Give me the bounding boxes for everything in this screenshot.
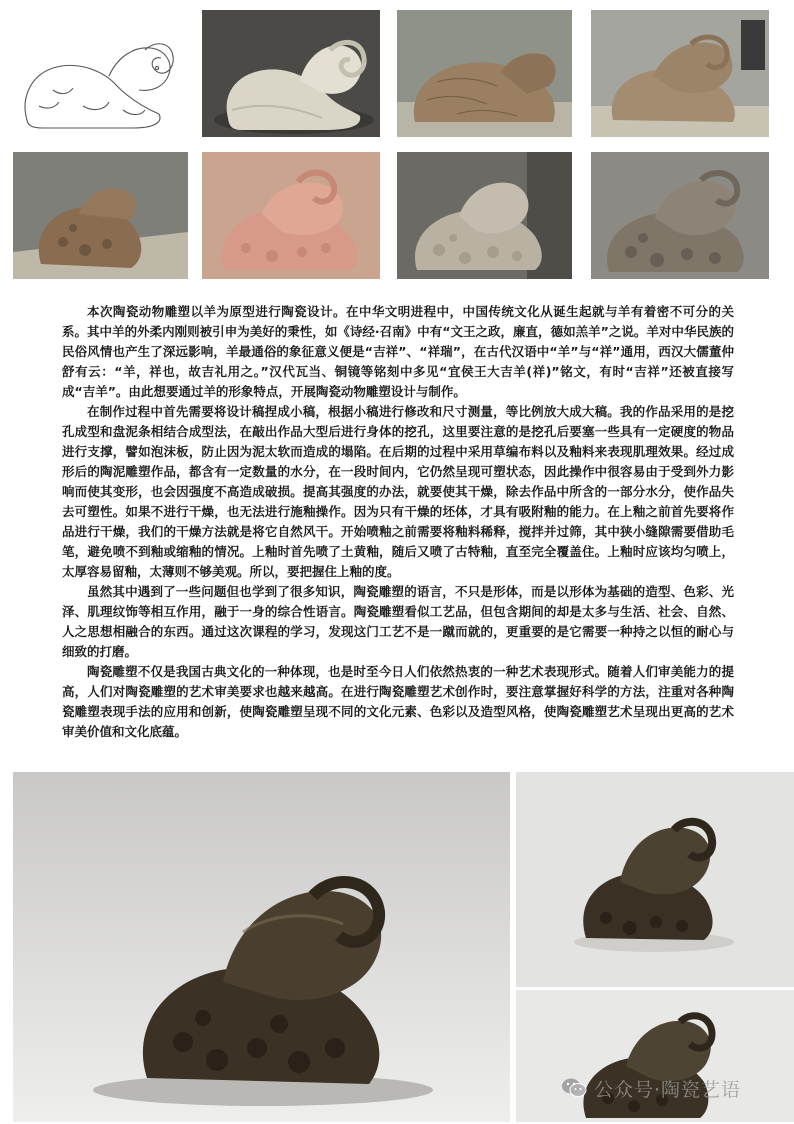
- paragraph-intro: 本次陶瓷动物雕塑以羊为原型进行陶瓷设计。在中华文明进程中，中国传统文化从诞生起就与羊有着密不可分的关系。其中羊的外柔内刚则被引申为美好的秉性，如《诗经·召南》中有“文王之政，廉直，德如羔羊”之说。羊对中华民族的民俗风情也产生了深远影响，羊最通俗的象征意义便是“吉祥”、“祥瑞”，在古代汉语中“羊”与“祥”通用，西汉大儒董仲舒有云：“羊，祥也，故吉礼用之。”汉代瓦当、铜镜等铭刻中多见“宜侯王大吉羊(祥)”铭文，有时“吉祥”还被直接写成“吉羊”。由此想要通过羊的形象特点，开展陶瓷动物雕塑设计与制作。: [62, 304, 734, 399]
- dried-clay-ram-image: [397, 152, 572, 279]
- sketch-drawing-image: [13, 10, 188, 137]
- pink-clay-ram-image: [202, 152, 380, 279]
- final-glazed-ram-main-image: [13, 772, 510, 1122]
- white-jade-ram-image: [202, 10, 380, 137]
- wechat-watermark: [560, 1074, 741, 1102]
- clay-draft-image-1: [397, 10, 572, 137]
- article-body: [62, 302, 734, 742]
- clay-body-carving-image: [13, 152, 188, 279]
- paragraph-process: 在制作过程中首先需要将设计稿捏成小稿，根据小稿进行修改和尺寸测量，等比例放大成大稿。我的作品采用的是挖孔成型和盘泥条相结合成型法，在敲出作品大型后进行身体的挖孔，这里要注意的是挖孔后要塞一些具有一定硬度的物品进行支撑，譬如泡沫板，防止因为泥太软而造成的塌陷。在后期的过程中采用草编布料以及釉料来表现肌理效果。经过成形后的陶泥雕塑作品，都含有一定数量的水分，在一段时间内，它仍然呈现可塑状态，因此操作中很容易由于受到外力影响而使其变形，也会因强度不高造成破损。提高其强度的办法，就要使其干燥，除去作品中所含的一部分水分，使作品失去可塑性。如果不进行干燥，也无法进行施釉操作。因为只有干燥的坯体，才具有吸附釉的能力。在上釉之前首先要将作品进行干燥，我们的干燥方法就是将它自然风干。开始喷釉之前需要将釉料稀释，搅拌并过筛，其中狭小缝隙需要借助毛笔，避免喷不到釉或缩釉的情况。上釉时首先喷了土黄釉，随后又喷了古特釉，直至完全覆盖住。上釉时应该均匀喷上，太厚容易留釉，太薄则不够美观。所以，要把握住上釉的度。: [62, 404, 734, 579]
- textured-clay-ram-image: [591, 152, 769, 279]
- watermark-text: 公众号·陶瓷艺语: [594, 1078, 742, 1101]
- final-glazed-ram-side-image-2: [516, 990, 794, 1122]
- paragraph-conclusion: 陶瓷雕塑不仅是我国古典文化的一种体现，也是时至今日人们依然热衷的一种艺术表现形式。随着人们审美能力的提高，人们对陶瓷雕塑的艺术审美要求也越来越高。在进行陶瓷雕塑艺术创作时，要注意掌握好科学的方法，注重对各种陶瓷雕塑表现手法的应用和创新，使陶瓷雕塑呈现不同的文化元素、色彩以及造型风格，使陶瓷雕塑艺术呈现出更高的艺术审美价值和文化底蕴。: [62, 664, 734, 739]
- wechat-icon: [560, 1076, 588, 1100]
- final-glazed-ram-side-image-1: [516, 772, 794, 987]
- clay-draft-image-2: [591, 10, 769, 137]
- paragraph-reflection: 虽然其中遇到了一些问题但也学到了很多知识，陶瓷雕塑的语言，不只是形体，而是以形体为基础的造型、色彩、光泽、肌理纹饰等相互作用，融于一身的综合性语言。陶瓷雕塑看似工艺品，但包含期间的却是太多与生活、社会、自然、人之思想相融合的东西。通过这次课程的学习，发现这门工艺不是一蹴而就的，更重要的是它需要一种持之以恒的耐心与细致的打磨。: [62, 584, 734, 659]
